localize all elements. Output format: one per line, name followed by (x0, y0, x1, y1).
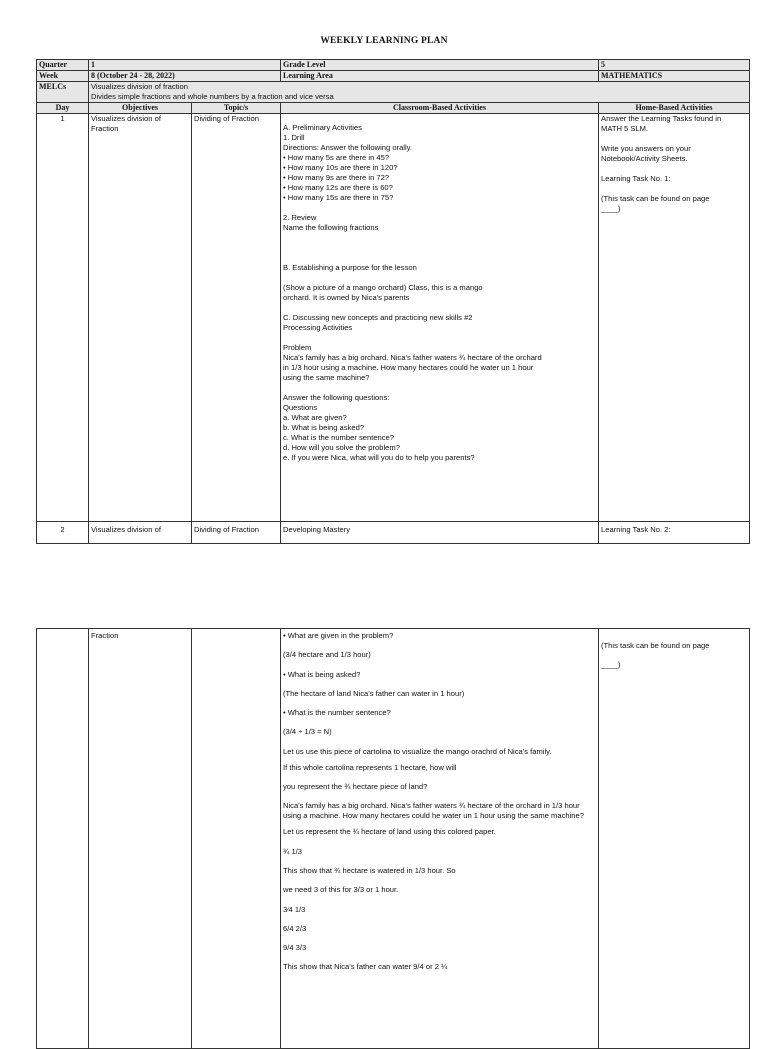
text-line: using the same machine? (283, 373, 370, 382)
text-line: Answer the following questions: (283, 393, 390, 402)
text-line: (This task can be found on page (601, 641, 710, 650)
table-row-day2 (37, 522, 750, 544)
text-line: e. If you were Nica, what will you do to help you parents? (283, 453, 475, 462)
header-row-melcs (37, 82, 750, 103)
quarter-label: Quarter (37, 60, 89, 71)
text-line: Problem (283, 343, 312, 352)
classroom-activities-cell (281, 114, 599, 522)
text-line: ____) (601, 660, 621, 670)
header-row-quarter (37, 60, 750, 71)
text-line (283, 233, 596, 243)
topic-cell (192, 629, 281, 1049)
text-line (283, 273, 596, 283)
text-line: 2. Review (283, 213, 317, 222)
text-line: • What are given in the problem? (283, 631, 394, 640)
col-objectives: Objectives (89, 103, 192, 114)
text-line: • What is being asked? (283, 669, 361, 679)
text-line: ¾ 1/3 (283, 846, 302, 856)
column-header-row (37, 103, 750, 114)
area-value: MATHEMATICS (599, 71, 750, 82)
topic-cell: Dividing of Fraction (192, 522, 281, 544)
day-cell (37, 629, 89, 1049)
text-line: d. How will you solve the problem? (283, 443, 400, 452)
melcs-label: MELCs (37, 82, 89, 103)
text-line: Let us represent the ¾ hectare of land using this colored paper. (283, 827, 496, 837)
text-line: c. What is the number sentence? (283, 433, 395, 442)
table-row-day2-continued (37, 629, 750, 1049)
text-line: we need 3 of this for 3/3 or 1 hour. (283, 885, 399, 895)
text-line: • How many 12s are there is 60? (283, 183, 393, 192)
text-line: Write you answers on your (601, 144, 691, 153)
objective-cell: Visualizes division of Fraction (89, 114, 192, 522)
home-activities-cell (599, 629, 750, 1049)
melcs-item: Divides simple fractions and whole numbers by a fraction and vice versa (91, 92, 334, 101)
objective-cell: Fraction (89, 629, 192, 1049)
text-line: This show that ¾ hectare is watered in 1/3 hour. So (283, 865, 456, 875)
table-row-day1 (37, 114, 750, 522)
melcs-values (89, 82, 750, 103)
text-line: Let us use this piece of cartolina to visualize the mango orachrd of Nica's family. (283, 746, 552, 756)
weekly-plan-table-continued (36, 628, 750, 1049)
home-activities-cell: Learning Task No. 2: (599, 522, 750, 544)
text-line (601, 184, 747, 194)
classroom-activities-cell (281, 629, 599, 1049)
text-line: C. Discussing new concepts and practicing new skills #2 (283, 313, 473, 322)
text-line: MATH 5 SLM. (601, 124, 649, 133)
home-activity-list (601, 641, 747, 670)
text-line: • What is the number sentence? (283, 708, 391, 718)
text-line: (The hectare of land Nica's father can water in 1 hour) (283, 688, 465, 698)
text-line: 9/4 3/3 (283, 943, 307, 953)
col-home: Home-Based Activities (599, 103, 750, 114)
home-activity-list (601, 114, 747, 214)
text-line: 6/4 2/3 (283, 923, 307, 933)
text-line: Notebook/Activity Sheets. (601, 154, 688, 163)
text-line: Answer the Learning Tasks found in (601, 114, 722, 123)
col-day: Day (37, 103, 89, 114)
topic-cell: Dividing of Fraction (192, 114, 281, 522)
text-line: B. Establishing a purpose for the lesson (283, 263, 417, 272)
text-line (283, 203, 596, 213)
area-label: Learning Area (281, 71, 599, 82)
col-classroom: Classroom-Based Activities (281, 103, 599, 114)
text-line (601, 134, 747, 144)
melcs-item: Visualizes division of fraction (91, 82, 188, 91)
text-line: • How many 15s are there in 75? (283, 193, 394, 202)
text-line: Processing Activities (283, 323, 353, 332)
text-line: • How many 9s are there in 72? (283, 173, 390, 182)
text-line: Learning Task No. 1: (601, 174, 671, 183)
text-line: 3⁄4 1/3 (283, 904, 306, 914)
text-line (283, 253, 596, 263)
text-line (283, 303, 596, 313)
text-line: If this whole cartolina represents 1 hectare, how will (283, 762, 457, 772)
text-line: (3/4 ÷ 1/3 = N) (283, 727, 332, 737)
day-cell: 2 (37, 522, 89, 544)
text-line: A. Preliminary Activities (283, 123, 362, 132)
text-line: b. What is being asked? (283, 423, 365, 432)
text-line: 1. Drill (283, 133, 305, 142)
text-line: • How many 10s are there in 120? (283, 163, 398, 172)
classroom-activities-cell: Developing Mastery (281, 522, 599, 544)
week-label: Week (37, 71, 89, 82)
text-line: Nica's family has a big orchard. Nica's father waters ¾ hectare of the orchard in 1/3 hour using a machine. How many hectares could he water un 1 hour using the same machine? (283, 801, 584, 821)
header-row-week (37, 71, 750, 82)
day-cell: 1 (37, 114, 89, 522)
text-line (601, 164, 747, 174)
week-value: 8 (October 24 - 28, 2022) (89, 71, 281, 82)
text-line (283, 333, 596, 343)
weekly-plan-table (36, 59, 750, 544)
text-line (283, 243, 596, 253)
grade-label: Grade Level (281, 60, 599, 71)
text-line: ____) (601, 204, 621, 213)
text-line: orchard. It is owned by Nica's parents (283, 293, 410, 302)
text-line (283, 383, 596, 393)
text-line: Nica's family has a big orchard. Nica's father waters ¾ hectare of the orchard (283, 353, 542, 362)
text-line: Name the following fractions (283, 223, 379, 232)
objective-cell: Visualizes division of (89, 522, 192, 544)
activity-list (283, 123, 596, 463)
text-line: Questions (283, 403, 318, 412)
text-line: (Show a picture of a mango orchard) Class, this is a mango (283, 283, 483, 292)
text-line: (This task can be found on page (601, 194, 710, 203)
quarter-value: 1 (89, 60, 281, 71)
text-line: Directions: Answer the following orally. (283, 143, 413, 152)
page-title: WEEKLY LEARNING PLAN (320, 36, 448, 46)
text-line: • How many 5s are there in 45? (283, 153, 390, 162)
home-activities-cell (599, 114, 750, 522)
text-line: a. What are given? (283, 413, 347, 422)
col-topic: Topic/s (192, 103, 281, 114)
text-line: This show that Nica's father can water 9/4 or 2 ¼ (283, 962, 448, 972)
text-line: you represent the ¾ hectare piece of land? (283, 782, 428, 792)
grade-value: 5 (599, 60, 750, 71)
text-line: (3/4 hectare and 1/3 hour) (283, 650, 371, 660)
activity-list (283, 631, 596, 972)
text-line: in 1/3 hour using a machine. How many hectares could he water un 1 hour (283, 363, 534, 372)
